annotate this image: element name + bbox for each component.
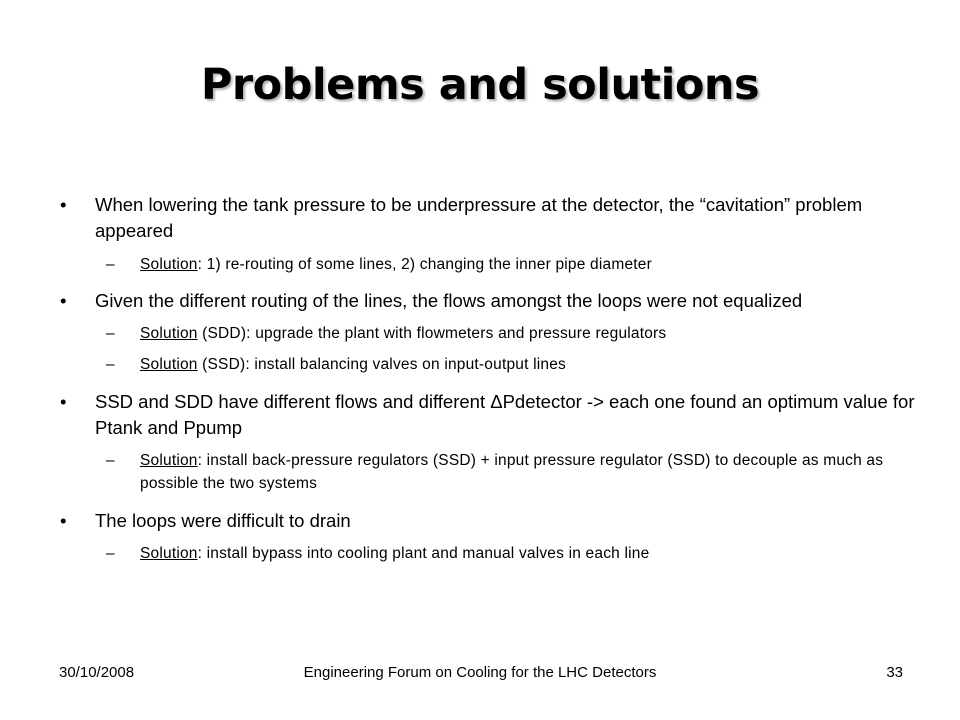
- solution-label: Solution: [140, 452, 198, 470]
- sub-bullet-text: (SSD): install balancing valves on input-output lines: [197, 356, 566, 374]
- bullet-item: [58, 389, 918, 442]
- sub-bullet-item: [58, 322, 918, 345]
- bullet-icon: •: [60, 194, 67, 215]
- bullet-text: When lowering the tank pressure to be underpressure at the detector, the “cavitation” problem appeared: [95, 194, 863, 242]
- sub-bullet-item: [58, 449, 918, 496]
- sub-bullet-text: : install bypass into cooling plant and manual valves in each line: [197, 544, 650, 562]
- bullet-text: The loops were difficult to drain: [95, 509, 351, 531]
- bullet-text: Given the different routing of the lines, the flows amongst the loops were not equalized: [95, 289, 803, 311]
- page-number: 33: [886, 664, 903, 681]
- bullet-icon: •: [60, 390, 67, 412]
- sub-bullet-item: [58, 353, 918, 376]
- bullet-item: [58, 192, 918, 245]
- dash-icon: –: [106, 325, 115, 343]
- solution-label: Solution: [140, 325, 198, 343]
- bullet-text: SSD and SDD have different flows and different ΔPdetector -> each one found an optimum value for Ptank and Ppump: [95, 390, 915, 438]
- dash-icon: –: [106, 544, 115, 562]
- bullet-icon: •: [60, 289, 67, 311]
- footer-event: Engineering Forum on Cooling for the LHC Detectors: [303, 664, 657, 681]
- sub-bullet-text: : install back-pressure regulators (SSD) + input pressure regulator (SSD) to decouple as much as possible the two systems: [140, 452, 884, 493]
- bullet-item: [58, 508, 918, 534]
- dash-icon: –: [106, 356, 115, 374]
- bullet-icon: •: [60, 509, 67, 531]
- bullet-list: [58, 192, 918, 565]
- sub-bullet-text: : 1) re-routing of some lines, 2) changing the inner pipe diameter: [197, 255, 652, 273]
- sub-bullet-text: (SDD): upgrade the plant with flowmeters and pressure regulators: [197, 325, 667, 343]
- bullet-item: [58, 288, 918, 314]
- sub-bullet-item: [58, 253, 918, 276]
- solution-label: Solution: [140, 356, 198, 374]
- dash-icon: –: [106, 452, 115, 470]
- solution-label: Solution: [140, 544, 198, 562]
- solution-label: Solution: [140, 255, 198, 273]
- dash-icon: –: [106, 255, 115, 273]
- sub-bullet-item: [58, 542, 918, 565]
- slide-title: Problems and solutions: [200, 60, 760, 110]
- footer-date: 30/10/2008: [59, 664, 135, 681]
